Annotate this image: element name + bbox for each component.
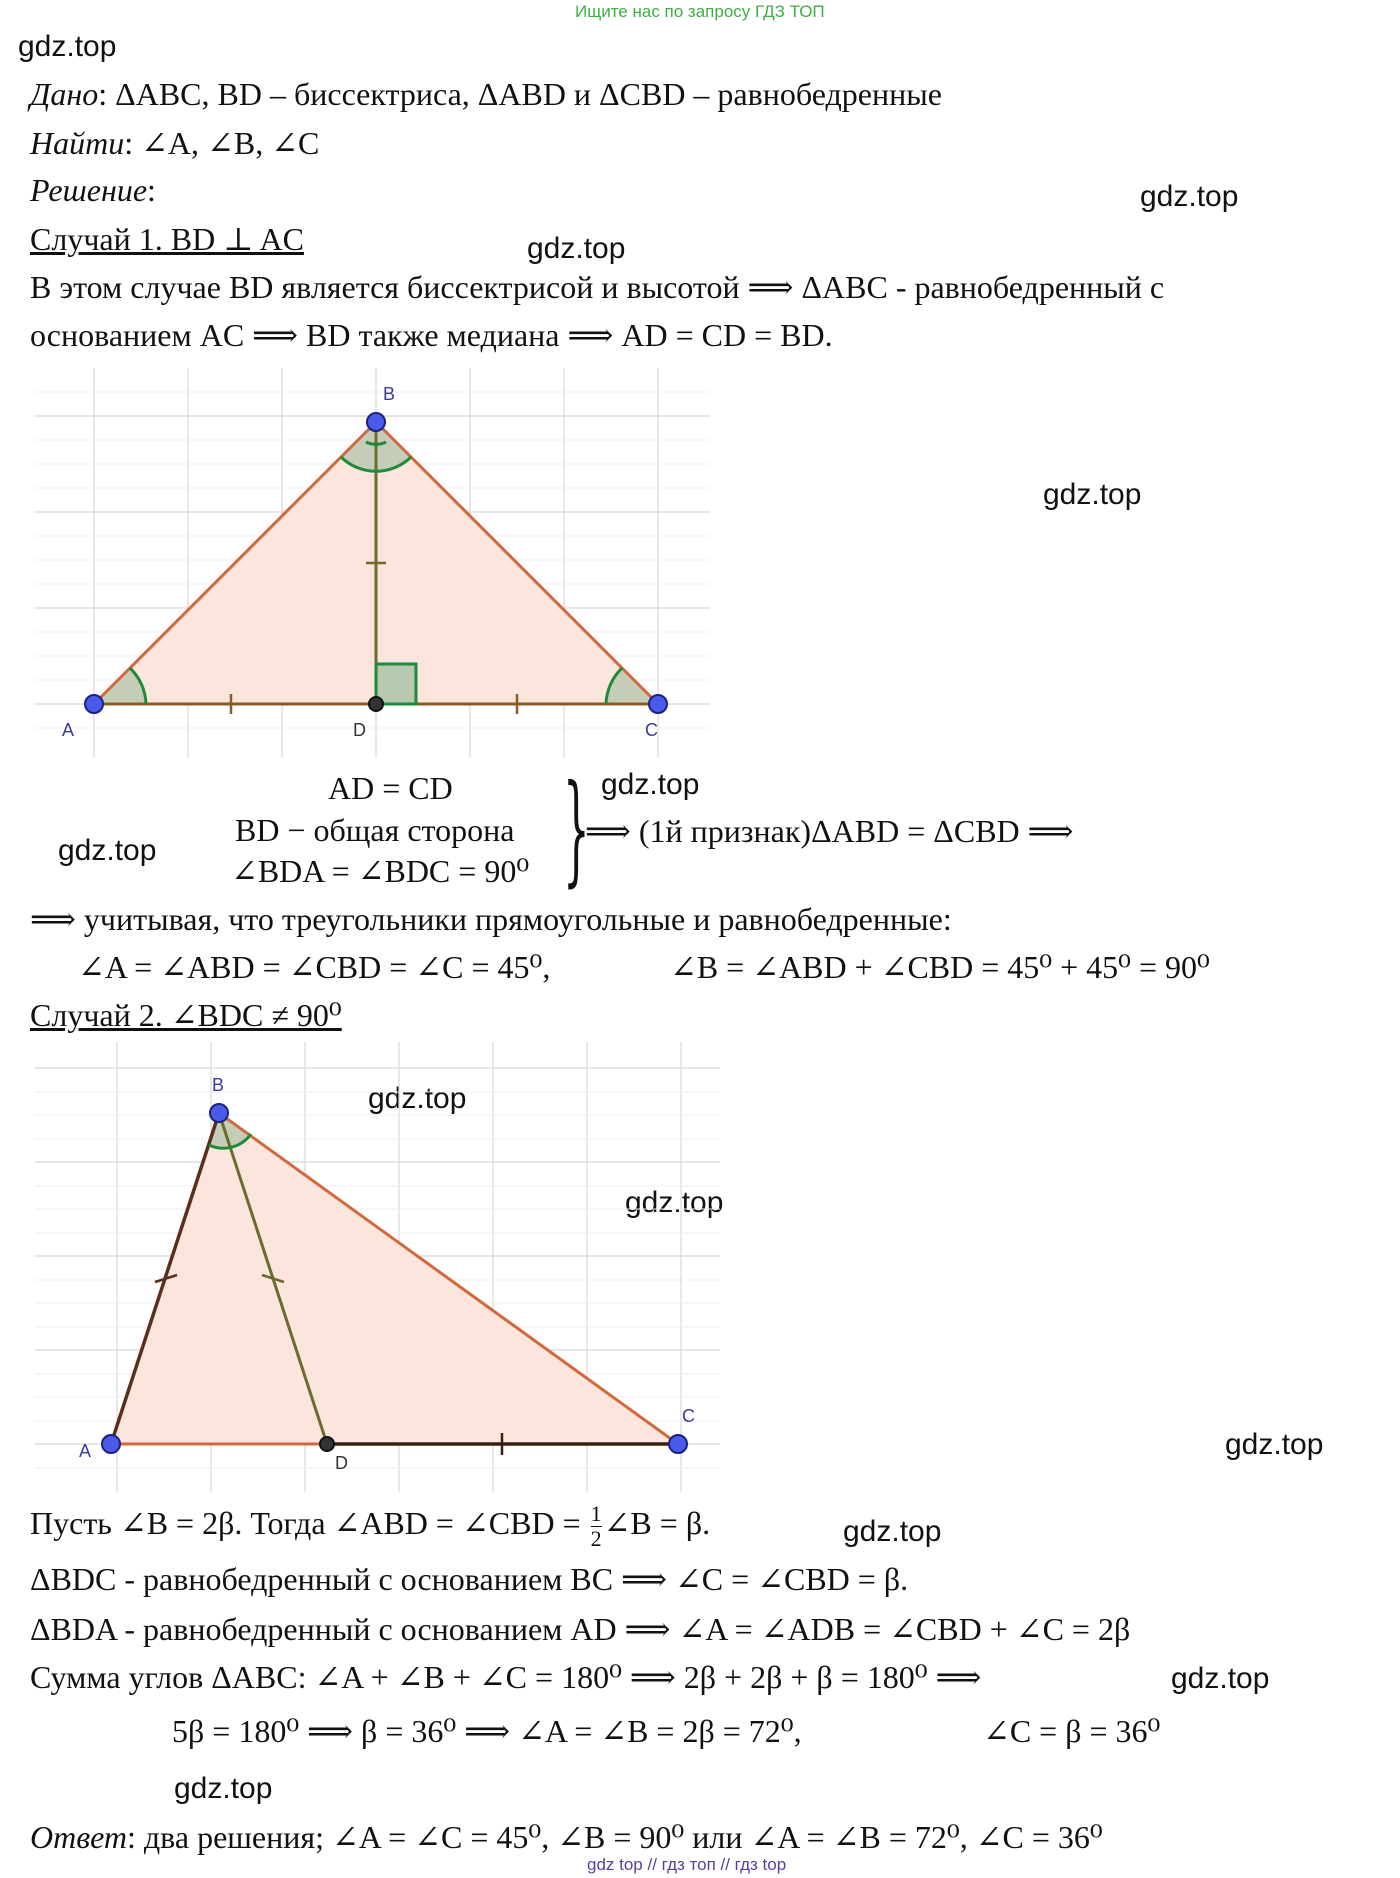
label-a: A — [62, 720, 75, 740]
fraction-numerator: 1 — [590, 1501, 602, 1526]
case1-line2: основанием AC ⟹ BD также медиана ⟹ AD = CD = BD. — [30, 317, 833, 353]
label-d: D — [353, 720, 366, 740]
top-banner: Ищите нас по запросу ГДЗ ТОП — [575, 2, 825, 21]
find-label: Найти — [30, 125, 125, 161]
point-a — [85, 695, 103, 713]
case2-line5b: ∠C = β = 36⁰ — [983, 1713, 1161, 1749]
fraction-denominator: 2 — [590, 1526, 602, 1551]
case2-line5a: 5β = 180⁰ ⟹ β = 36⁰ ⟹ ∠A = ∠B = 2β = 72⁰, — [172, 1713, 802, 1749]
right-angle-mark — [376, 664, 416, 704]
triangle-abc2-fill — [111, 1113, 678, 1444]
system-brace: } — [563, 760, 590, 899]
solution-label: Решение — [30, 172, 148, 208]
case1-line4a: ∠A = ∠ABD = ∠CBD = ∠C = 45⁰, — [78, 949, 551, 985]
watermark: gdz.top — [18, 30, 117, 63]
bottom-banner: gdz top // гдз топ // гдз top — [587, 1855, 787, 1874]
watermark: gdz.top — [625, 1186, 724, 1219]
watermark: gdz.top — [843, 1515, 942, 1548]
figure-case2 — [35, 1042, 720, 1492]
case2-line3: ΔBDA - равнобедренный с основанием AD ⟹ ∠A = ∠ADB = ∠CBD + ∠C = 2β — [30, 1611, 1131, 1647]
watermark: gdz.top — [368, 1082, 467, 1115]
case2-let-line — [30, 1502, 710, 1551]
case1-line3: ⟹ учитывая, что треугольники прямоугольные и равнобедренные: — [30, 901, 952, 937]
label-d2: D — [335, 1453, 348, 1473]
label-c: C — [645, 720, 658, 740]
case1-sys-result: ⟹ (1й признак)ΔABD = ΔCBD ⟹ — [585, 813, 1074, 849]
point-d — [369, 697, 383, 711]
case1-line4b: ∠B = ∠ABD + ∠CBD = 45⁰ + 45⁰ = 90⁰ — [670, 949, 1210, 985]
find-line — [30, 124, 319, 162]
label-a2: A — [79, 1441, 92, 1461]
case2-title: Случай 2. ∠BDC ≠ 90⁰ — [30, 997, 342, 1033]
case1-line1: В этом случае BD является биссектрисой и высотой ⟹ ΔABC - равнобедренный с — [30, 269, 1165, 305]
label-b: B — [383, 384, 396, 404]
case1-sys3: ∠BDA = ∠BDC = 90⁰ — [231, 853, 530, 889]
case2-line4: Сумма углов ΔABC: ∠A + ∠B + ∠C = 180⁰ ⟹ 2β + 2β + β = 180⁰ ⟹ — [30, 1659, 982, 1695]
watermark: gdz.top — [1171, 1662, 1270, 1695]
point-c2 — [669, 1435, 687, 1453]
find-text: : ∠A, ∠B, ∠C — [124, 125, 320, 161]
point-a2 — [102, 1435, 120, 1453]
answer-label: Ответ — [30, 1819, 127, 1855]
case2-let-b: ∠B = β. — [603, 1504, 711, 1541]
solution-line — [30, 172, 156, 209]
case2-let-a: Пусть ∠B = 2β. Тогда ∠ABD = ∠CBD = — [30, 1504, 589, 1541]
case1-sys1: AD = CD — [328, 770, 453, 806]
watermark: gdz.top — [1225, 1428, 1324, 1461]
solution-text: : — [147, 172, 156, 208]
watermark: gdz.top — [1140, 180, 1239, 213]
label-c2: C — [682, 1406, 695, 1426]
watermark: gdz.top — [58, 834, 157, 867]
point-b2 — [210, 1104, 228, 1122]
watermark: gdz.top — [1043, 478, 1142, 511]
point-c — [649, 695, 667, 713]
point-d2 — [320, 1437, 334, 1451]
case2-line2: ΔBDC - равнобедренный с основанием BC ⟹ ∠C = ∠CBD = β. — [30, 1561, 909, 1597]
given-label: Дано — [30, 76, 99, 112]
case1-sys2: BD − общая сторона — [235, 812, 515, 848]
point-b — [367, 413, 385, 431]
case1-title: Случай 1. BD ⊥ AC — [30, 221, 304, 257]
fraction-one-half — [591, 1502, 602, 1551]
given-line — [30, 76, 942, 113]
watermark: gdz.top — [527, 232, 626, 265]
label-b2: B — [212, 1075, 225, 1095]
watermark: gdz.top — [174, 1772, 273, 1805]
answer-line — [30, 1818, 1103, 1856]
watermark: gdz.top — [601, 768, 700, 801]
given-text: : ΔABC, BD – биссектриса, ΔABD и ΔCBD – равнобедренные — [98, 76, 942, 112]
figure-case1 — [35, 368, 710, 758]
answer-text: : два решения; ∠A = ∠C = 45⁰, ∠B = 90⁰ или ∠A = ∠B = 72⁰, ∠C = 36⁰ — [127, 1819, 1103, 1855]
